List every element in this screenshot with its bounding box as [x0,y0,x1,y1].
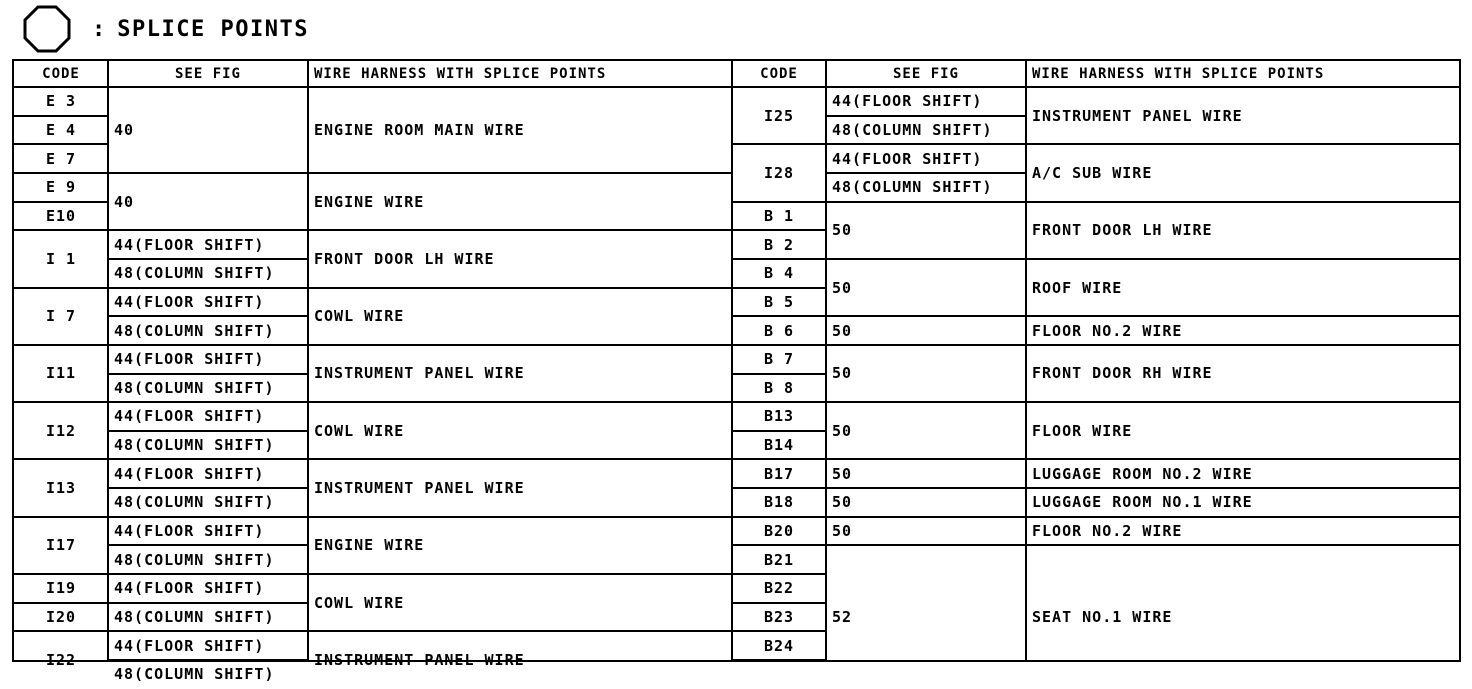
see-fig-value: 40 [114,120,135,139]
see-fig-value: 50 [832,464,853,483]
wire-harness-name: A/C SUB WIRE [1032,163,1153,182]
splice-code: I25 [763,106,795,125]
wire-harness-name: FRONT DOOR LH WIRE [314,249,495,268]
splice-code: B13 [763,407,795,426]
see-fig-value: 48(COLUMN SHIFT) [114,264,275,283]
see-fig-value: 48(COLUMN SHIFT) [832,178,993,197]
splice-code: E 7 [45,149,77,168]
see-fig-value: 48(COLUMN SHIFT) [114,608,275,626]
wire-harness-name: FLOOR NO.2 WIRE [1032,321,1183,340]
splice-code: E10 [45,206,77,225]
see-fig-value: 50 [832,221,853,240]
see-fig-value: 48(COLUMN SHIFT) [114,493,275,512]
splice-code: I11 [45,364,77,383]
see-fig-value: 50 [832,364,853,383]
splice-code: I 7 [45,307,77,326]
wire-harness-name: INSTRUMENT PANEL WIRE [1032,106,1243,125]
wire-harness-name: ENGINE ROOM MAIN WIRE [314,120,525,139]
see-fig-value: 44(FLOOR SHIFT) [114,636,265,655]
splice-code: B 1 [763,206,795,225]
splice-code: I19 [45,579,77,598]
splice-code: B23 [763,608,795,626]
splice-code: E 9 [45,178,77,197]
page-header [22,4,309,54]
splice-code: B24 [763,636,795,655]
splice-code: B20 [763,522,795,541]
splice-code: B 8 [763,378,795,397]
see-fig-value: 40 [114,192,135,211]
see-fig-value: 44(FLOOR SHIFT) [832,92,983,111]
splice-code: E 3 [45,92,77,111]
see-fig-value: 52 [832,608,853,627]
splice-code: I12 [45,421,77,440]
see-fig-value: 48(COLUMN SHIFT) [114,665,275,684]
splice-code: I22 [45,650,77,669]
splice-code: B 6 [763,321,795,340]
wire-harness-name: FLOOR WIRE [1032,421,1133,440]
wire-harness-name: COWL WIRE [314,421,405,440]
splice-code: I 1 [45,249,77,268]
wire-harness-name: COWL WIRE [314,593,405,612]
see-fig-value: 50 [832,421,853,440]
wire-harness-name: FRONT DOOR RH WIRE [1032,364,1213,383]
see-fig-value: 50 [832,278,853,297]
see-fig-value: 48(COLUMN SHIFT) [114,378,275,397]
splice-code: B14 [763,436,795,455]
wire-harness-name: SEAT NO.1 WIRE [1032,608,1173,627]
column-header-wire-harness: WIRE HARNESS WITH SPLICE POINTS [314,66,607,82]
column-header-see-fig: SEE FIG [892,66,959,82]
see-fig-value: 50 [832,522,853,541]
wire-harness-name: LUGGAGE ROOM NO.2 WIRE [1032,464,1253,483]
splice-code: B 7 [763,350,795,369]
column-header-wire-harness: WIRE HARNESS WITH SPLICE POINTS [1032,66,1325,82]
see-fig-value: 48(COLUMN SHIFT) [114,436,275,455]
see-fig-value: 44(FLOOR SHIFT) [114,235,265,254]
splice-code: I28 [763,163,795,182]
splice-code: B 4 [763,264,795,283]
splice-code: I20 [45,608,77,626]
wire-harness-name: ENGINE WIRE [314,192,425,211]
wire-harness-name: FLOOR NO.2 WIRE [1032,522,1183,541]
see-fig-value: 50 [832,493,853,512]
wire-harness-name: ENGINE WIRE [314,536,425,555]
column-header-see-fig: SEE FIG [174,66,241,82]
see-fig-value: 48(COLUMN SHIFT) [114,321,275,340]
splice-code: B 2 [763,235,795,254]
see-fig-value: 50 [832,321,853,340]
wire-harness-name: FRONT DOOR LH WIRE [1032,221,1213,240]
see-fig-value: 44(FLOOR SHIFT) [114,464,265,483]
see-fig-value: 48(COLUMN SHIFT) [832,120,993,139]
wire-harness-name: INSTRUMENT PANEL WIRE [314,479,525,498]
see-fig-value: 44(FLOOR SHIFT) [114,350,265,369]
splice-code: B 5 [763,292,795,311]
see-fig-value: 48(COLUMN SHIFT) [114,550,275,569]
splice-code: B17 [763,464,795,483]
splice-code: I17 [45,536,77,555]
see-fig-value: 44(FLOOR SHIFT) [832,149,983,168]
column-header-code: CODE [42,66,80,82]
splice-code: B22 [763,579,795,598]
wire-harness-name: COWL WIRE [314,307,405,326]
splice-points-table [12,59,1461,684]
see-fig-value: 44(FLOOR SHIFT) [114,407,265,426]
wire-harness-name: ROOF WIRE [1032,278,1123,297]
splice-code: I13 [45,479,77,498]
column-header-code: CODE [760,66,798,82]
splice-code: E 4 [45,120,77,139]
see-fig-value: 44(FLOOR SHIFT) [114,292,265,311]
splice-code: B21 [763,550,795,569]
splice-code [732,660,826,689]
octagon-icon [22,4,72,54]
wire-harness-name: INSTRUMENT PANEL WIRE [314,650,525,669]
see-fig-value: 44(FLOOR SHIFT) [114,522,265,541]
header-separator: : [92,16,106,42]
wire-harness-name: INSTRUMENT PANEL WIRE [314,364,525,383]
page-title: SPLICE POINTS [117,16,309,42]
splice-code: B18 [763,493,795,512]
wire-harness-name: LUGGAGE ROOM NO.1 WIRE [1032,493,1253,512]
see-fig-value: 44(FLOOR SHIFT) [114,579,265,598]
